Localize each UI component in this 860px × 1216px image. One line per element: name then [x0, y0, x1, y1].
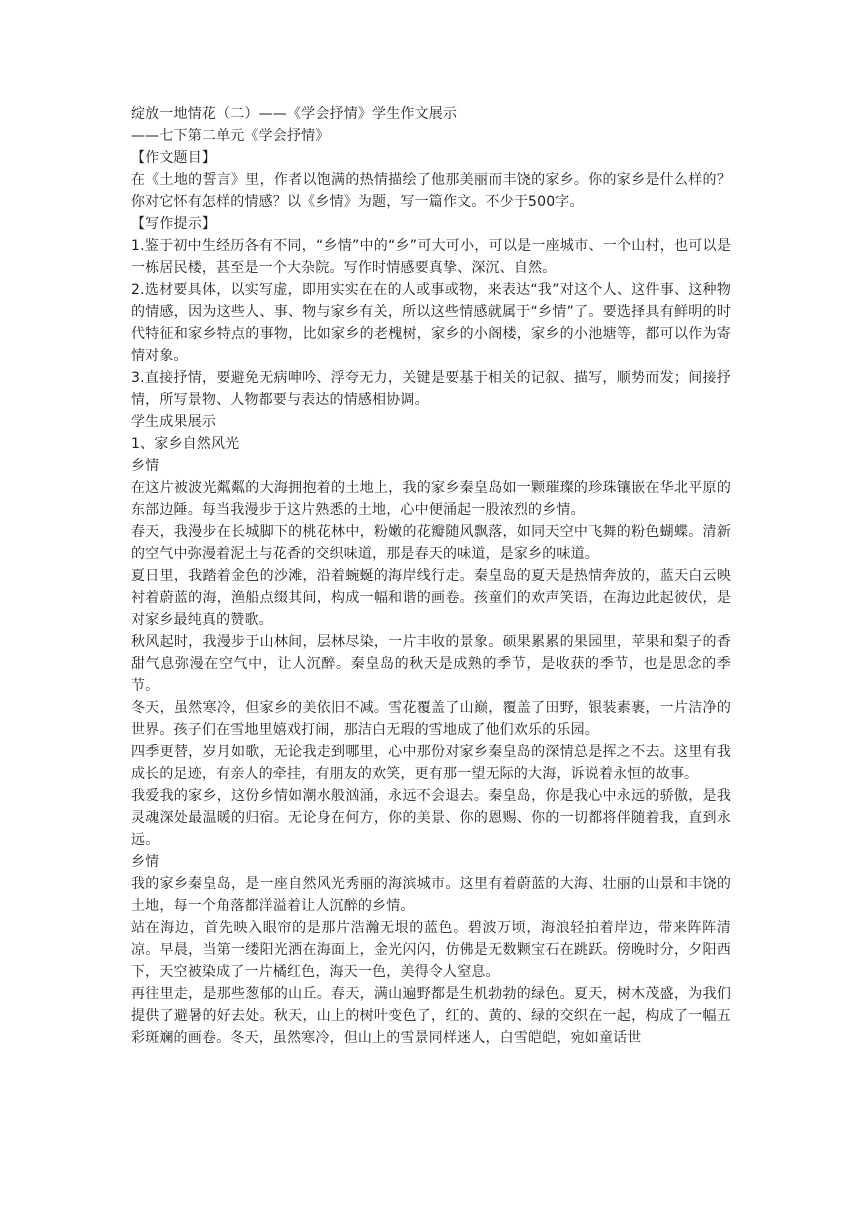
category-heading: 1、家乡自然风光	[131, 436, 240, 452]
tip-item: 1.鉴于初中生经历各有不同，“乡情”中的“乡”可大可小，可以是一座城市、一个山村，也可以是一栋居民楼，甚至是一个大杂院。写作时情感要真挚、深沉、自然。	[131, 238, 731, 276]
essay-paragraph: 冬天，虽然寒冷，但家乡的美依旧不减。雪花覆盖了山巅，覆盖了田野，银装素裹，一片洁净的世界。孩子们在雪地里嬉戏打闹，那洁白无瑕的雪地成了他们欢乐的乐园。	[131, 700, 731, 738]
essay-paragraph: 我爱我的家乡，这份乡情如潮水般汹涌，永远不会退去。秦皇岛，你是我心中永远的骄傲，是我灵魂深处最温暖的归宿。无论身在何方，你的美景、你的恩赐、你的一切都将伴随着我，直到永远。	[131, 788, 731, 848]
essay-paragraph: 夏日里，我踏着金色的沙滩，沿着蜿蜒的海岸线行走。秦皇岛的夏天是热情奔放的，蓝天白云映衬着蔚蓝的海，渔船点缀其间，构成一幅和谐的画卷。孩童们的欢声笑语，在海边此起彼伏，是对家乡最纯真的赞歌。	[131, 568, 731, 628]
document-subtitle: ——七下第二单元《学会抒情》	[131, 128, 330, 144]
essay-paragraph: 春天，我漫步在长城脚下的桃花林中，粉嫩的花瓣随风飘落，如同天空中飞舞的粉色蝴蝶。清新的空气中弥漫着泥土与花香的交织味道，那是春天的味道，是家乡的味道。	[131, 524, 731, 562]
essay-title: 乡情	[131, 854, 160, 870]
document-body	[131, 103, 731, 1049]
essay-paragraph: 秋风起时，我漫步于山林间，层林尽染，一片丰收的景象。硕果累累的果园里，苹果和梨子的香甜气息弥漫在空气中，让人沉醉。秦皇岛的秋天是成熟的季节，是收获的季节，也是思念的季节。	[131, 634, 731, 694]
tip-item: 3.直接抒情，要避免无病呻吟、浮夸无力，关键是要基于相关的记叙、描写，顺势而发；间接抒情，所写景物、人物都要与表达的情感相协调。	[131, 370, 731, 408]
essay-paragraph: 在这片被波光粼粼的大海拥抱着的土地上，我的家乡秦皇岛如一颗璀璨的珍珠镶嵌在华北平原的东部边陲。每当我漫步于这片熟悉的土地，心中便涌起一股浓烈的乡情。	[131, 480, 731, 518]
topic-heading: 【作文题目】	[131, 150, 217, 166]
tip-item: 2.选材要具体，以实写虚，即用实实在在的人或事或物，来表达“我”对这个人、这件事、这种物的情感，因为这些人、事、物与家乡有关，所以这些情感就属于“乡情”了。要选择具有鲜明的时代特征和家乡特点的事物，比如家乡的老槐树，家乡的小阁楼，家乡的小池塘等，都可以作为寄情对象。	[131, 282, 731, 364]
document-title: 绽放一地情花（二）——《学会抒情》学生作文展示	[131, 106, 458, 122]
essay-paragraph: 我的家乡秦皇岛，是一座自然风光秀丽的海滨城市。这里有着蔚蓝的大海、壮丽的山景和丰饶的土地，每一个角落都洋溢着让人沉醉的乡情。	[131, 876, 731, 914]
topic-text: 在《土地的誓言》里，作者以饱满的热情描绘了他那美丽而丰饶的家乡。你的家乡是什么样的？你对它怀有怎样的情感？以《乡情》为题，写一篇作文。不少于500字。	[131, 172, 731, 210]
results-heading: 学生成果展示	[131, 414, 217, 430]
essay-paragraph: 四季更替，岁月如歌，无论我走到哪里，心中那份对家乡秦皇岛的深情总是挥之不去。这里有我成长的足迹，有亲人的牵挂，有朋友的欢笑，更有那一望无际的大海，诉说着永恒的故事。	[131, 744, 731, 782]
essay-paragraph: 站在海边，首先映入眼帘的是那片浩瀚无垠的蓝色。碧波万顷，海浪轻拍着岸边，带来阵阵清凉。早晨，当第一缕阳光洒在海面上，金光闪闪，仿佛是无数颗宝石在跳跃。傍晚时分，夕阳西下，天空被染成了一片橘红色，海天一色，美得令人窒息。	[131, 920, 731, 980]
essay-paragraph: 再往里走，是那些葱郁的山丘。春天，满山遍野都是生机勃勃的绿色。夏天，树木茂盛，为我们提供了避暑的好去处。秋天，山上的树叶变色了，红的、黄的、绿的交织在一起，构成了一幅五彩斑斓的画卷。冬天，虽然寒冷，但山上的雪景同样迷人，白雪皑皑，宛如童话世	[131, 986, 731, 1046]
tips-heading: 【写作提示】	[131, 216, 217, 232]
essay-title: 乡情	[131, 458, 160, 474]
